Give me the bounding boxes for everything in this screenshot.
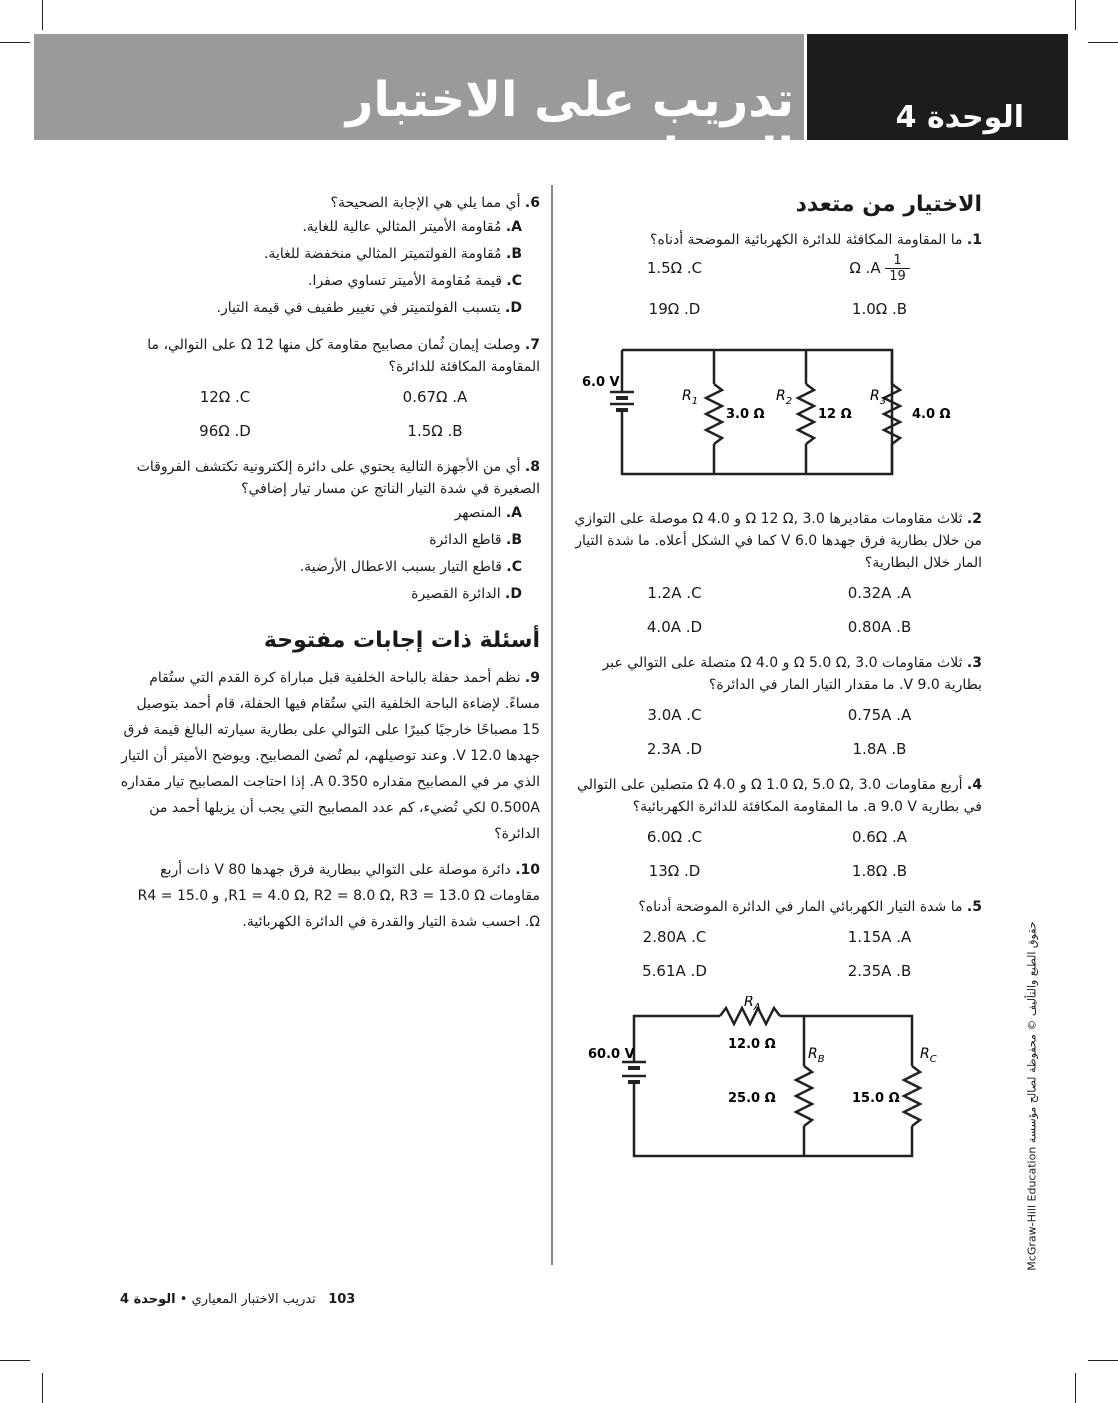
copyright-side-text bbox=[1022, 921, 1040, 1271]
answer-a bbox=[777, 253, 982, 294]
option-a bbox=[120, 500, 540, 527]
option-text: مُقاومة الفولتميتر المثالي منخفضة للغاية. bbox=[263, 246, 502, 262]
question-number: 5. bbox=[966, 899, 982, 915]
wire bbox=[634, 1016, 720, 1056]
option-text: قيمة مُقاومة الأميتر تساوي صفرا. bbox=[308, 273, 502, 289]
crop-mark bbox=[0, 42, 30, 43]
answer-d: 5.61A .D bbox=[642, 962, 707, 980]
answer-b: 1.0Ω .B bbox=[851, 300, 908, 318]
page-title: تدريب على الاختبار المعياري bbox=[345, 72, 794, 184]
question-text: ثلاث مقاومات مقاديرها Ω 12 Ω, 3.0 و Ω 4.0 موصلة على التوازي من خلال بطارية فرق جهدها 6.0 V كما في الشكل أعلاه. ما شدة التيار المار خلال البطارية؟ bbox=[574, 511, 982, 571]
answer-grid bbox=[572, 253, 982, 328]
option-text: يتسبب الفولتميتر في تغيير طفيف في قيمة التيار. bbox=[216, 300, 501, 316]
option-d bbox=[120, 295, 540, 322]
question-1 bbox=[572, 229, 982, 251]
crop-mark bbox=[1075, 0, 1076, 30]
question-text: ما شدة التيار الكهربائي المار في الدائرة الموضحة أدناه؟ bbox=[638, 899, 963, 915]
resistor-rc bbox=[904, 1066, 920, 1126]
crop-mark bbox=[42, 1373, 43, 1403]
resistor-rb bbox=[796, 1066, 812, 1126]
answer-b: 0.80A .B bbox=[847, 618, 912, 636]
answer-a: 0.67Ω .A bbox=[402, 388, 468, 406]
option-a bbox=[120, 214, 540, 241]
option-text: قاطع الدائرة bbox=[429, 532, 502, 548]
answer-a: 0.75A .A bbox=[847, 706, 912, 724]
section-title: أسئلة ذات إجابات مفتوحة bbox=[263, 628, 540, 653]
answer-b: 1.8A .B bbox=[852, 740, 907, 758]
answer-grid bbox=[572, 922, 982, 990]
option-text: المنصهر bbox=[454, 505, 502, 521]
option-b bbox=[120, 241, 540, 268]
battery-voltage: 6.0 V bbox=[582, 375, 620, 390]
ra-value: 12.0 Ω bbox=[728, 1037, 776, 1052]
answer-b: 2.35A .B bbox=[847, 962, 912, 980]
resistor-r1 bbox=[706, 384, 722, 444]
question-number: 3. bbox=[966, 655, 982, 671]
resistor-ra bbox=[720, 1008, 780, 1024]
crop-mark bbox=[0, 1360, 30, 1361]
answer-a: 0.6Ω .A bbox=[851, 828, 908, 846]
answer-c: 2.80A .C bbox=[642, 928, 707, 946]
option-b bbox=[120, 527, 540, 554]
answer-a: 1.15A .A bbox=[847, 928, 912, 946]
wire bbox=[780, 1016, 912, 1066]
question-7 bbox=[120, 334, 540, 378]
answer-d: 2.3A .D bbox=[646, 740, 703, 758]
copyright-text: حقوق الطبع والتأليف © محفوظة لصالح مؤسسة McGraw-Hill Education bbox=[1025, 921, 1039, 1271]
answer-grid bbox=[572, 578, 982, 646]
option-letter: D. bbox=[505, 586, 522, 602]
answer-b: 1.8Ω .B bbox=[851, 862, 908, 880]
option-text: الدائرة القصيرة bbox=[411, 586, 501, 602]
answer-c: 12Ω .C bbox=[199, 388, 251, 406]
question-text: ما المقاومة المكافئة للدائرة الكهربائية الموضحة أدناه؟ bbox=[650, 232, 963, 248]
column-divider bbox=[551, 185, 553, 1265]
r1-value: 3.0 Ω bbox=[726, 407, 765, 422]
r2-label: $R_2$ bbox=[776, 388, 793, 407]
question-5 bbox=[572, 896, 982, 918]
section-title: الاختيار من متعدد bbox=[795, 192, 982, 217]
answer-a-suffix: Ω .A bbox=[849, 259, 881, 277]
parallel-circuit-diagram bbox=[572, 334, 982, 494]
question-4 bbox=[572, 774, 982, 818]
rc-value: 15.0 Ω bbox=[852, 1091, 900, 1106]
answer-c: 3.0A .C bbox=[647, 706, 702, 724]
r3-label: $R_3$ bbox=[870, 388, 887, 407]
resistor-r2 bbox=[798, 384, 814, 444]
crop-mark bbox=[1088, 42, 1118, 43]
battery-voltage: 60.0 V bbox=[588, 1047, 635, 1062]
combination-circuit-diagram bbox=[572, 996, 982, 1176]
option-letter: D. bbox=[505, 300, 522, 316]
question-number: 10. bbox=[515, 862, 540, 878]
footer-text: تدريب الاختبار المعياري bbox=[191, 1292, 316, 1307]
question-2 bbox=[572, 508, 982, 574]
option-letter: A. bbox=[505, 219, 522, 235]
multiple-choice-section bbox=[572, 192, 982, 1176]
option-text: مُقاومة الأميتر المثالي عالية للغاية. bbox=[302, 219, 502, 235]
answer-a: 0.32A .A bbox=[847, 584, 912, 602]
answer-b: 1.5Ω .B bbox=[407, 422, 463, 440]
answer-grid bbox=[572, 822, 982, 890]
question-text: نظم أحمد حفلة بالباحة الخلفية قبل مباراة كرة القدم التي ستُقام مساءً. لإضاءة الباحة الخلفية التي ستُقام فيها الحفلة، قام أحمد بتوصيل 15 مصباحًا خارجيًا كبيرًا على التوالي على بطارية سيارته البالغ قيمة فرق جهدها 12.0 V. وعند توصيلهم، لم تُضئ المصابيح. ويوضح الأميتر أن التيار الذي مر في المصابيح مقداره 0.350 A. إذا احتاجت المصابيح تيار مقداره 0.500A لكي تُضيء، كم عدد المصابيح التي يجب أن يزيلها أحمد من الدائرة؟ bbox=[120, 670, 540, 842]
fraction-denominator: 19 bbox=[889, 269, 906, 284]
question-3 bbox=[572, 652, 982, 696]
option-letter: B. bbox=[506, 532, 522, 548]
rb-label: $R_B$ bbox=[808, 1046, 825, 1065]
option-letter: A. bbox=[505, 505, 522, 521]
r2-value: 12 Ω bbox=[818, 407, 852, 422]
answer-d: 96Ω .D bbox=[199, 422, 251, 440]
question-6 bbox=[120, 192, 540, 214]
question-text: أربع مقاومات Ω 1.0 Ω, 5.0 Ω, 3.0 و Ω 4.0 متصلين على التوالي في بطارية a 9.0 V. ما المقاومة المكافئة للدائرة الكهربائية؟ bbox=[577, 777, 982, 815]
page-banner bbox=[34, 34, 1068, 184]
answer-d: 13Ω .D bbox=[648, 862, 701, 880]
ra-label: $R_A$ bbox=[744, 996, 761, 1013]
r3-value: 4.0 Ω bbox=[912, 407, 951, 422]
option-letter: C. bbox=[506, 559, 522, 575]
question-text: دائرة موصلة على التوالي ببطارية فرق جهدها 80 V ذات أربع مقاومات R1 = 4.0 Ω, R2 = 8.0 Ω, R3 = 13.0 Ω, و R4 = 15.0 Ω. احسب شدة التيار والقدرة في الدائرة الكهربائية. bbox=[137, 862, 540, 930]
r1-label: $R_1$ bbox=[682, 388, 699, 407]
left-column bbox=[120, 192, 540, 935]
answer-grid bbox=[120, 382, 540, 450]
page-footer bbox=[120, 1292, 380, 1307]
option-c bbox=[120, 554, 540, 581]
question-number: 4. bbox=[966, 777, 982, 793]
answer-c: 1.5Ω .C bbox=[646, 259, 703, 277]
question-8 bbox=[120, 456, 540, 500]
battery-symbol bbox=[622, 1056, 646, 1096]
answer-c: 1.2A .C bbox=[647, 584, 702, 602]
crop-mark bbox=[1075, 1373, 1076, 1403]
option-c bbox=[120, 268, 540, 295]
page-number: 103 bbox=[328, 1292, 356, 1307]
rc-label: $R_C$ bbox=[920, 1046, 937, 1065]
fraction-numerator: 1 bbox=[885, 253, 909, 269]
rb-value: 25.0 Ω bbox=[728, 1091, 776, 1106]
answer-d: 19Ω .D bbox=[648, 300, 701, 318]
crop-mark bbox=[1088, 1360, 1118, 1361]
question-number: 6. bbox=[524, 195, 540, 211]
answer-grid bbox=[572, 700, 982, 768]
footer-unit: الوحدة 4 bbox=[120, 1292, 176, 1307]
question-number: 1. bbox=[966, 232, 982, 248]
answer-d: 4.0A .D bbox=[646, 618, 703, 636]
answer-c: 6.0Ω .C bbox=[646, 828, 703, 846]
option-d bbox=[120, 581, 540, 608]
question-text: ثلاث مقاومات Ω 5.0 Ω, 3.0 و Ω 4.0 متصلة على التوالي عبر بطارية 9.0 V. ما مقدار التيار المار في الدائرة؟ bbox=[602, 655, 982, 693]
question-9 bbox=[120, 665, 540, 847]
question-number: 8. bbox=[524, 459, 540, 475]
question-text: وصلت إيمان ثُمان مصابيح مقاومة كل منها Ω 12 على التوالي، ما المقاومة المكافئة للدائرة؟ bbox=[147, 337, 540, 375]
crop-mark bbox=[42, 0, 43, 30]
question-text: أي من الأجهزة التالية يحتوي على دائرة إلكترونية تكتشف الفروقات الصغيرة في شدة التيار الناتج عن مسار تيار إضافي؟ bbox=[136, 459, 540, 497]
unit-label: الوحدة 4 bbox=[895, 100, 1024, 135]
option-letter: C. bbox=[506, 273, 522, 289]
question-text: أي مما يلي هي الإجابة الصحيحة؟ bbox=[330, 195, 521, 211]
option-text: قاطع التيار بسبب الاعطال الأرضية. bbox=[299, 559, 502, 575]
question-number: 2. bbox=[966, 511, 982, 527]
question-number: 7. bbox=[524, 337, 540, 353]
option-letter: B. bbox=[506, 246, 522, 262]
footer-bullet: • bbox=[179, 1292, 188, 1307]
question-number: 9. bbox=[524, 670, 540, 686]
question-10 bbox=[120, 857, 540, 935]
